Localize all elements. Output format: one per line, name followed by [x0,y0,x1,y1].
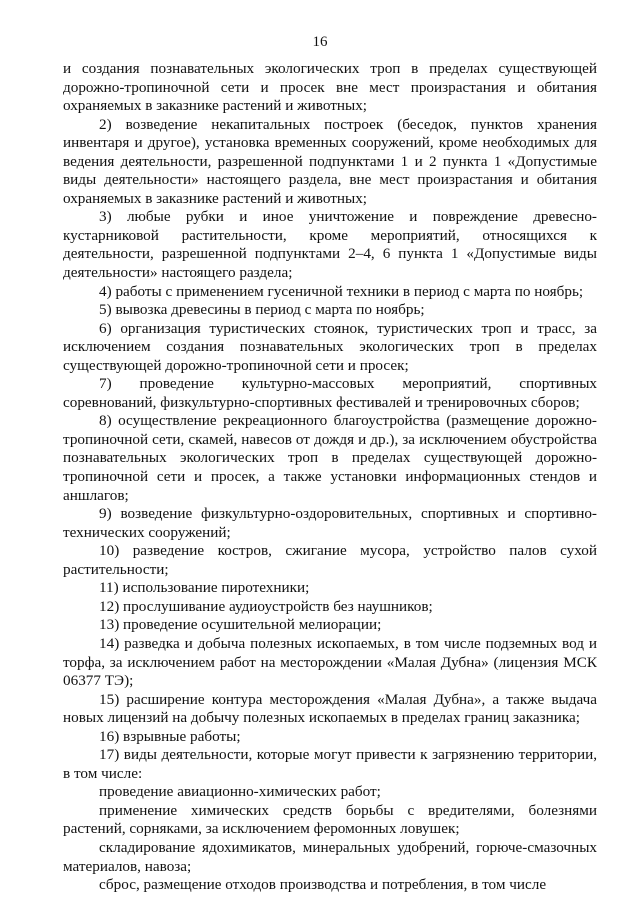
paragraph-item-12: 12) прослушивание аудиоустройств без наушников; [99,597,433,615]
document-body [63,60,597,895]
paragraph-item-10: 10) разведение костров, сжигание мусора, устройство палов сухой растительности; [63,542,597,578]
paragraph-item-11: 11) использование пиротехники; [99,579,310,597]
paragraph-item-15: 15) расширение контура месторождения «Малая Дубна», а также выдача новых лицензий на добычу полезных ископаемых в пределах границ заказника; [63,690,597,727]
paragraph-item-5: 5) вывозка древесины в период с марта по ноябрь; [99,301,425,319]
paragraph-item-2: 2) возведение некапитальных построек (беседок, пунктов хранения инвентаря и другое), установка временных сооружений, кроме необходимых для ведения деятельности, разрешенной подпунктами 1 и 2 пункта 1 «Допустимые виды деятельности» настоящего раздела, вне мест произрастания и обитания охраняемых в заказнике растений и животных; [63,115,597,207]
paragraph-continuation: и создания познавательных экологических троп в пределах существующей дорожно-тропиночной сети и просек вне мест произрастания и обитания охраняемых в заказнике растений и животных; [63,60,597,115]
paragraph-subitem: складирование ядохимикатов, минеральных удобрений, горюче-смазочных материалов, навоза; [63,838,597,875]
paragraph-item-3: 3) любые рубки и иное уничтожение и повреждение древесно-кустарниковой растительности, кроме мероприятий, относящихся к деятельности, разрешенной подпунктами 2–4, 6 пункта 1 «Допустимые виды деятельности» настоящего раздела; [63,208,597,282]
paragraph-item-13: 13) проведение осушительной мелиорации; [99,616,382,634]
paragraph-item-7: 7) проведение культурно-массовых мероприятий, спортивных соревнований, физкультурно-спортивных фестивалей и тренировочных сборов; [63,375,597,411]
paragraph-item-9: 9) возведение физкультурно-оздоровительных, спортивных и спортивно-технических сооружений; [63,505,597,541]
paragraph-item-6: 6) организация туристических стоянок, туристических троп и трасс, за исключением создания познавательных экологических троп в пределах существующей дорожно-тропиночной сети и просек; [63,319,597,374]
paragraph-item-14: 14) разведка и добыча полезных ископаемых, в том числе подземных вод и торфа, за исключением работ на месторождении «Малая Дубна» (лицензия МСК 06377 ТЭ); [63,634,597,690]
paragraph-item-17: 17) виды деятельности, которые могут привести к загрязнению территории, в том числе: [63,746,597,782]
paragraph-subitem: применение химических средств борьбы с вредителями, болезнями растений, сорняками, за исключением феромонных ловушек; [63,801,597,838]
paragraph-item-4: 4) работы с применением гусеничной техники в период с марта по ноябрь; [99,282,584,300]
paragraph-item-8: 8) осуществление рекреационного благоустройства (размещение дорожно-тропиночной сети, скамей, навесов от дождя и др.), за исключением обустройства познавательных экологических троп в пределах существующей дорожно-тропиночной сети и просек, а также установки информационных стендов и аншлагов; [63,412,597,504]
paragraph-subitem: проведение авиационно-химических работ; [99,783,381,801]
paragraph-item-16: 16) взрывные работы; [99,727,241,745]
page-number: 16 [312,34,328,50]
paragraph-subitem: сброс, размещение отходов производства и потребления, в том числе [99,876,547,894]
